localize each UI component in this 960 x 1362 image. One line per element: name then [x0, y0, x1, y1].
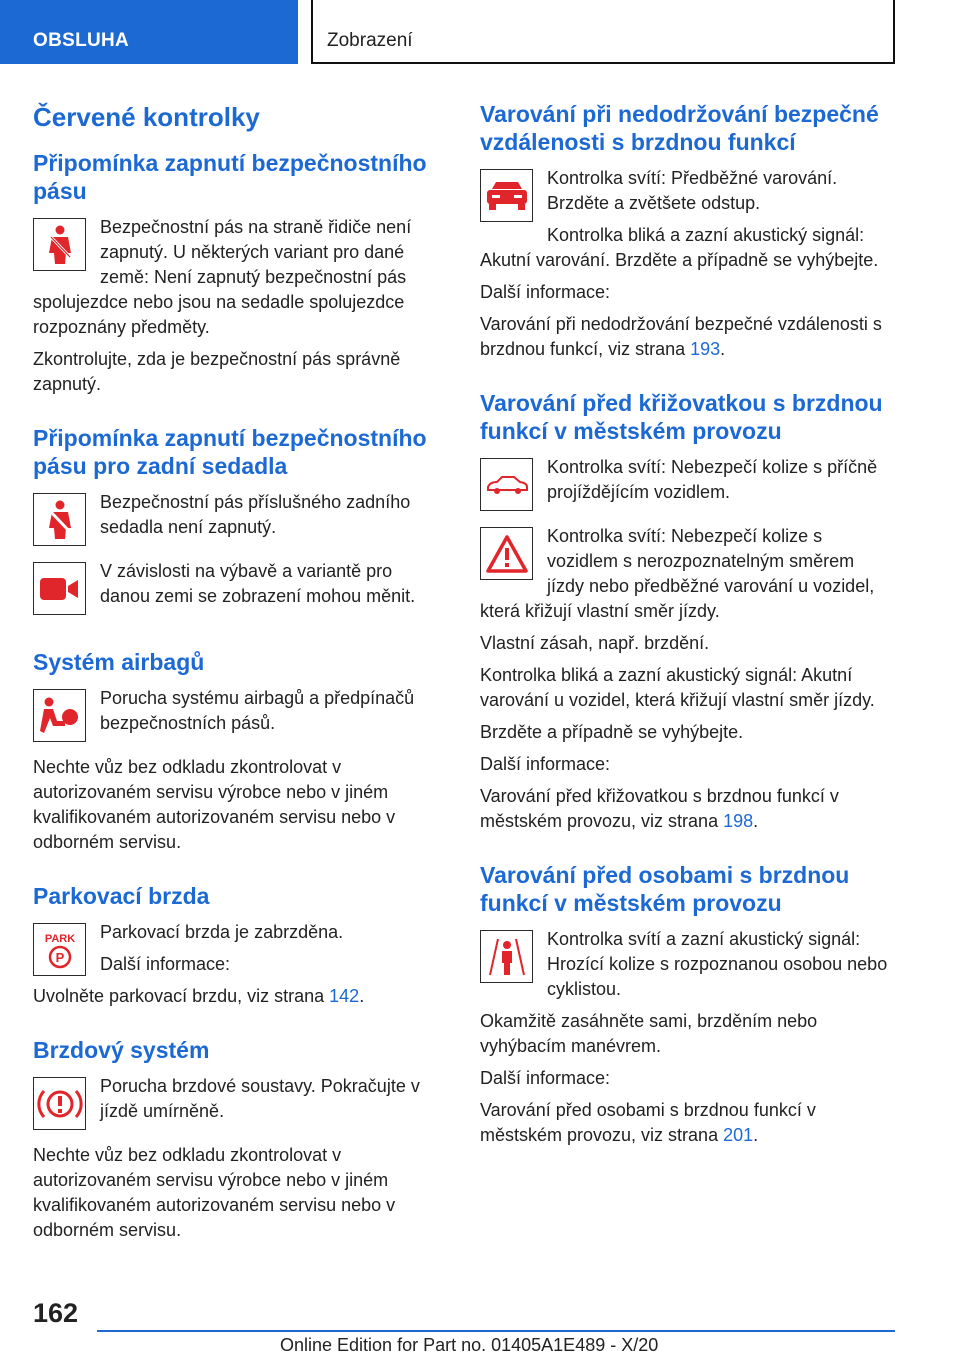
- page-link-198[interactable]: 198: [723, 811, 754, 831]
- distance-warning-section: [480, 100, 894, 362]
- rear-seatbelt-text-2: V závislosti na výbavě a variantě pro danou zemi se zobrazení mohou měnit.: [100, 561, 416, 606]
- pedestrian-warning-text-4: Varování před osobami s brzdnou funkcí v městském provozu, viz strana 201.: [480, 1100, 816, 1145]
- brake-system-text-1: Porucha brzdové soustavy. Pokračujte v jízdě umírněně.: [100, 1076, 420, 1121]
- crossing-warning-text-4: Kontrolka bliká a zazní akustický signál: Akutní varování u vozidel, která křižují vlastní směr jízdy.: [480, 665, 875, 710]
- page-number: 162: [33, 1298, 79, 1328]
- parking-brake-icon-text: PARK: [44, 932, 75, 945]
- parking-brake-text-3: Uvolněte parkovací brzdu, viz strana 142.: [33, 986, 365, 1006]
- crossing-warning-text-3: Vlastní zásah, např. brzdění.: [480, 633, 710, 653]
- airbag-warning-icon: [33, 689, 86, 742]
- rear-seatbelt-section: [33, 424, 447, 621]
- warning-triangle-icon: [480, 527, 533, 580]
- parking-brake-section: [33, 882, 447, 1009]
- rear-seats-icon: [33, 562, 86, 615]
- crossing-warning-text-1: Kontrolka svítí: Nebezpečí kolize s příčně projíždějícím vozidlem.: [547, 457, 878, 502]
- distance-warning-text-4: Varování při nedodržování bezpečné vzdálenosti s brzdnou funkcí, viz strana 193.: [480, 314, 882, 359]
- page-link-142[interactable]: 142: [329, 986, 360, 1006]
- chapter-tab: OBSLUHA: [0, 0, 298, 64]
- crossing-warning-text-5: Brzděte a případně se vyhýbejte.: [480, 722, 744, 742]
- crossing-warning-text-7: Varování před křižovatkou s brzdnou funkcí v městském provozu, viz strana 198.: [480, 786, 839, 831]
- page-link-193[interactable]: 193: [690, 339, 721, 359]
- crossing-warning-text-6: Další informace:: [480, 754, 611, 774]
- seatbelt-warning-icon: [33, 218, 86, 271]
- pedestrian-warning-text-3: Další informace:: [480, 1068, 611, 1088]
- airbag-text-1: Porucha systému airbagů a předpínačů bezpečnostních pásů.: [100, 688, 415, 733]
- brake-system-section: [33, 1036, 447, 1243]
- footer-divider: [97, 1330, 895, 1332]
- front-collision-icon: [480, 169, 533, 222]
- pedestrian-warning-text-2: Okamžitě zasáhněte sami, brzděním nebo vyhýbacím manévrem.: [480, 1011, 818, 1056]
- distance-warning-text-3: Další informace:: [480, 282, 611, 302]
- seatbelt-heading: Připomínka zapnutí bezpečnostního pásu: [33, 150, 427, 204]
- brake-warning-icon: [33, 1077, 86, 1130]
- seatbelt-text-1: Bezpečnostní pás na straně řidiče není zapnutý. U některých variant pro dané země: Není zapnutý bezpečnostní pás spolujezdce nebo jsou na sedadle spolujezdce rozpoznány předměty.: [33, 217, 412, 337]
- edition-footer: Online Edition for Part no. 01405A1E489 - X/20: [280, 1335, 659, 1355]
- rear-seatbelt-text-1: Bezpečnostní pás příslušného zadního sedadla není zapnutý.: [100, 492, 411, 537]
- right-column: [480, 100, 894, 1175]
- page-link-201[interactable]: 201: [723, 1125, 754, 1145]
- seatbelt-warning-icon: [33, 493, 86, 546]
- pedestrian-warning-heading: Varování před osobami s brzdnou funkcí v městském provozu: [480, 862, 850, 916]
- pedestrian-warning-icon: [480, 930, 533, 983]
- crossing-warning-section: [480, 389, 894, 834]
- crossing-car-icon: [480, 458, 533, 511]
- distance-warning-text-1: Kontrolka svítí: Předběžné varování. Brzděte a zvětšete odstup.: [547, 168, 838, 213]
- airbag-section: [33, 648, 447, 855]
- crossing-warning-heading: Varování před křižovatkou s brzdnou funkcí v městském provozu: [480, 390, 883, 444]
- pedestrian-warning-section: [480, 861, 894, 1148]
- parking-brake-icon: [33, 923, 86, 976]
- airbag-heading: Systém airbagů: [33, 649, 205, 675]
- seatbelt-text-2: Zkontrolujte, zda je bezpečnostní pás správně zapnutý.: [33, 349, 401, 394]
- pedestrian-warning-text-1: Kontrolka svítí a zazní akustický signál: Hrozící kolize s rozpoznanou osobou nebo cyklistou.: [547, 929, 888, 999]
- left-column: [33, 100, 447, 1270]
- section-title: Zobrazení: [311, 0, 895, 64]
- distance-warning-heading: Varování při nedodržování bezpečné vzdálenosti s brzdnou funkcí: [480, 101, 879, 155]
- distance-warning-text-2: Kontrolka bliká a zazní akustický signál: Akutní varování. Brzděte a případně se vyhýbejte.: [480, 225, 879, 270]
- crossing-warning-text-2: Kontrolka svítí: Nebezpečí kolize s vozidlem s nerozpoznatelným směrem jízdy nebo předběžné varování u vozidel, která křižují vlastní směr jízdy.: [480, 526, 875, 621]
- brake-system-heading: Brzdový systém: [33, 1037, 210, 1063]
- brake-system-text-2: Nechte vůz bez odkladu zkontrolovat v autorizovaném servisu výrobce nebo v jiném kvalifikovaném autorizovaném servisu nebo v odborném servisu.: [33, 1145, 396, 1240]
- parking-brake-text-1: Parkovací brzda je zabrzděna.: [100, 922, 344, 942]
- rear-seatbelt-heading: Připomínka zapnutí bezpečnostního pásu pro zadní sedadla: [33, 425, 427, 479]
- page-title: Červené kontrolky: [33, 102, 260, 132]
- parking-brake-heading: Parkovací brzda: [33, 883, 210, 909]
- seatbelt-section: [33, 149, 447, 397]
- airbag-text-2: Nechte vůz bez odkladu zkontrolovat v autorizovaném servisu výrobce nebo v jiném kvalifikovaném autorizovaném servisu nebo v odborném servisu.: [33, 757, 396, 852]
- parking-brake-icon-letter: P: [55, 949, 64, 965]
- parking-brake-text-2: Další informace:: [100, 954, 231, 974]
